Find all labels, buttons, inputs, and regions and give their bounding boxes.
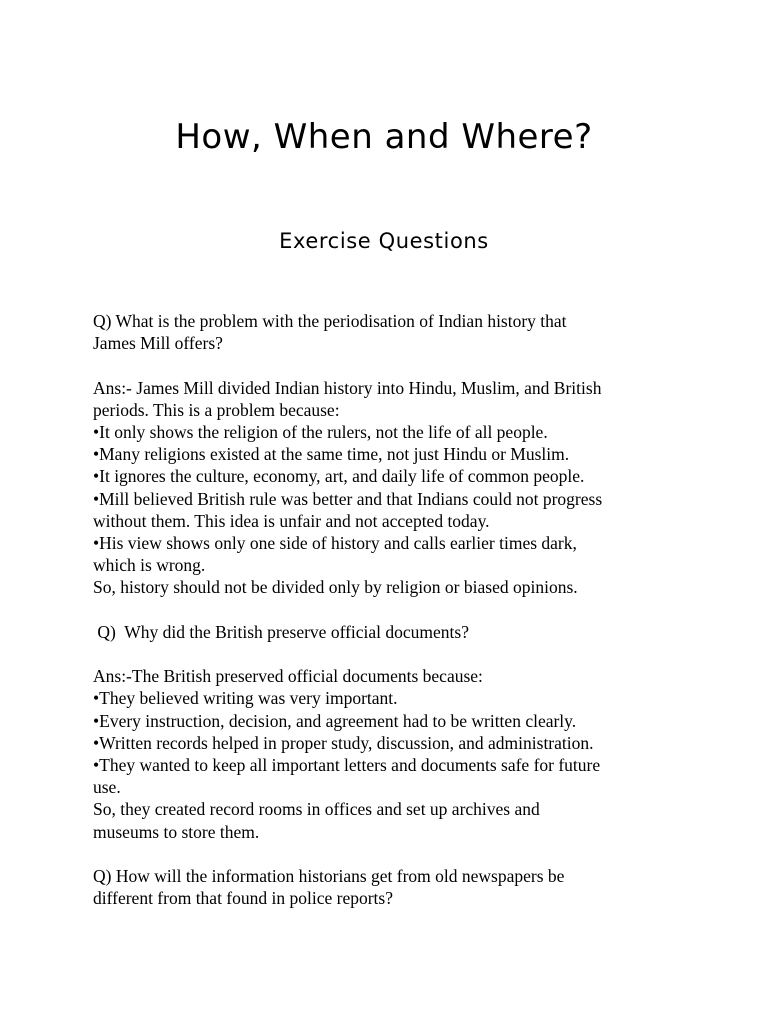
answer-line: periods. This is a problem because: [93,399,340,420]
answer-line: Ans:-The British preserved official documents because: [93,666,483,687]
answer-bullet: •Written records helped in proper study, discussion, and administration. [93,732,594,753]
answer-1 [93,377,683,599]
page-title: How, When and Where? [175,117,593,157]
answer-bullet: •They believed writing was very important. [93,688,398,709]
question-line: different from that found in police reports? [93,888,393,909]
answer-line: without them. This idea is unfair and not accepted today. [93,510,490,531]
paragraph-gap [93,599,683,621]
answer-bullet: •It only shows the religion of the rulers, not the life of all people. [93,422,548,442]
question-line: Q) What is the problem with the periodisation of Indian history that [93,311,567,331]
paragraph-gap [93,354,683,376]
question-line: Q) How will the information historians get from old newspapers be [93,866,565,887]
answer-bullet: •His view shows only one side of history and calls earlier times dark, [93,533,577,554]
answer-conclusion: So, history should not be divided only by religion or biased opinions. [93,577,578,598]
question-3 [93,865,683,909]
answer-line: museums to store them. [93,821,260,842]
answer-bullet: •They wanted to keep all important letters and documents safe for future [93,755,601,776]
question-line: James Mill offers? [93,333,223,354]
question-line: Q) Why did the British preserve official documents? [93,621,469,642]
question-1 [93,310,683,354]
answer-bullet: •Mill believed British rule was better and that Indians could not progress [93,488,603,509]
question-2 [93,621,683,643]
answer-bullet: •Many religions existed at the same time, not just Hindu or Muslim. [93,444,570,465]
answer-line: Ans:- James Mill divided Indian history into Hindu, Muslim, and British [93,377,602,398]
answer-bullet: •Every instruction, decision, and agreement had to be written clearly. [93,710,577,731]
answer-conclusion: So, they created record rooms in offices and set up archives and [93,799,540,820]
answer-line: use. [93,777,121,798]
answer-bullet: •It ignores the culture, economy, art, and daily life of common people. [93,466,585,487]
paragraph-gap [93,643,683,665]
answer-2 [93,665,683,843]
answer-line: which is wrong. [93,555,206,576]
paragraph-gap [93,843,683,865]
section-subtitle: Exercise Questions [279,229,489,253]
document-body [93,310,683,909]
